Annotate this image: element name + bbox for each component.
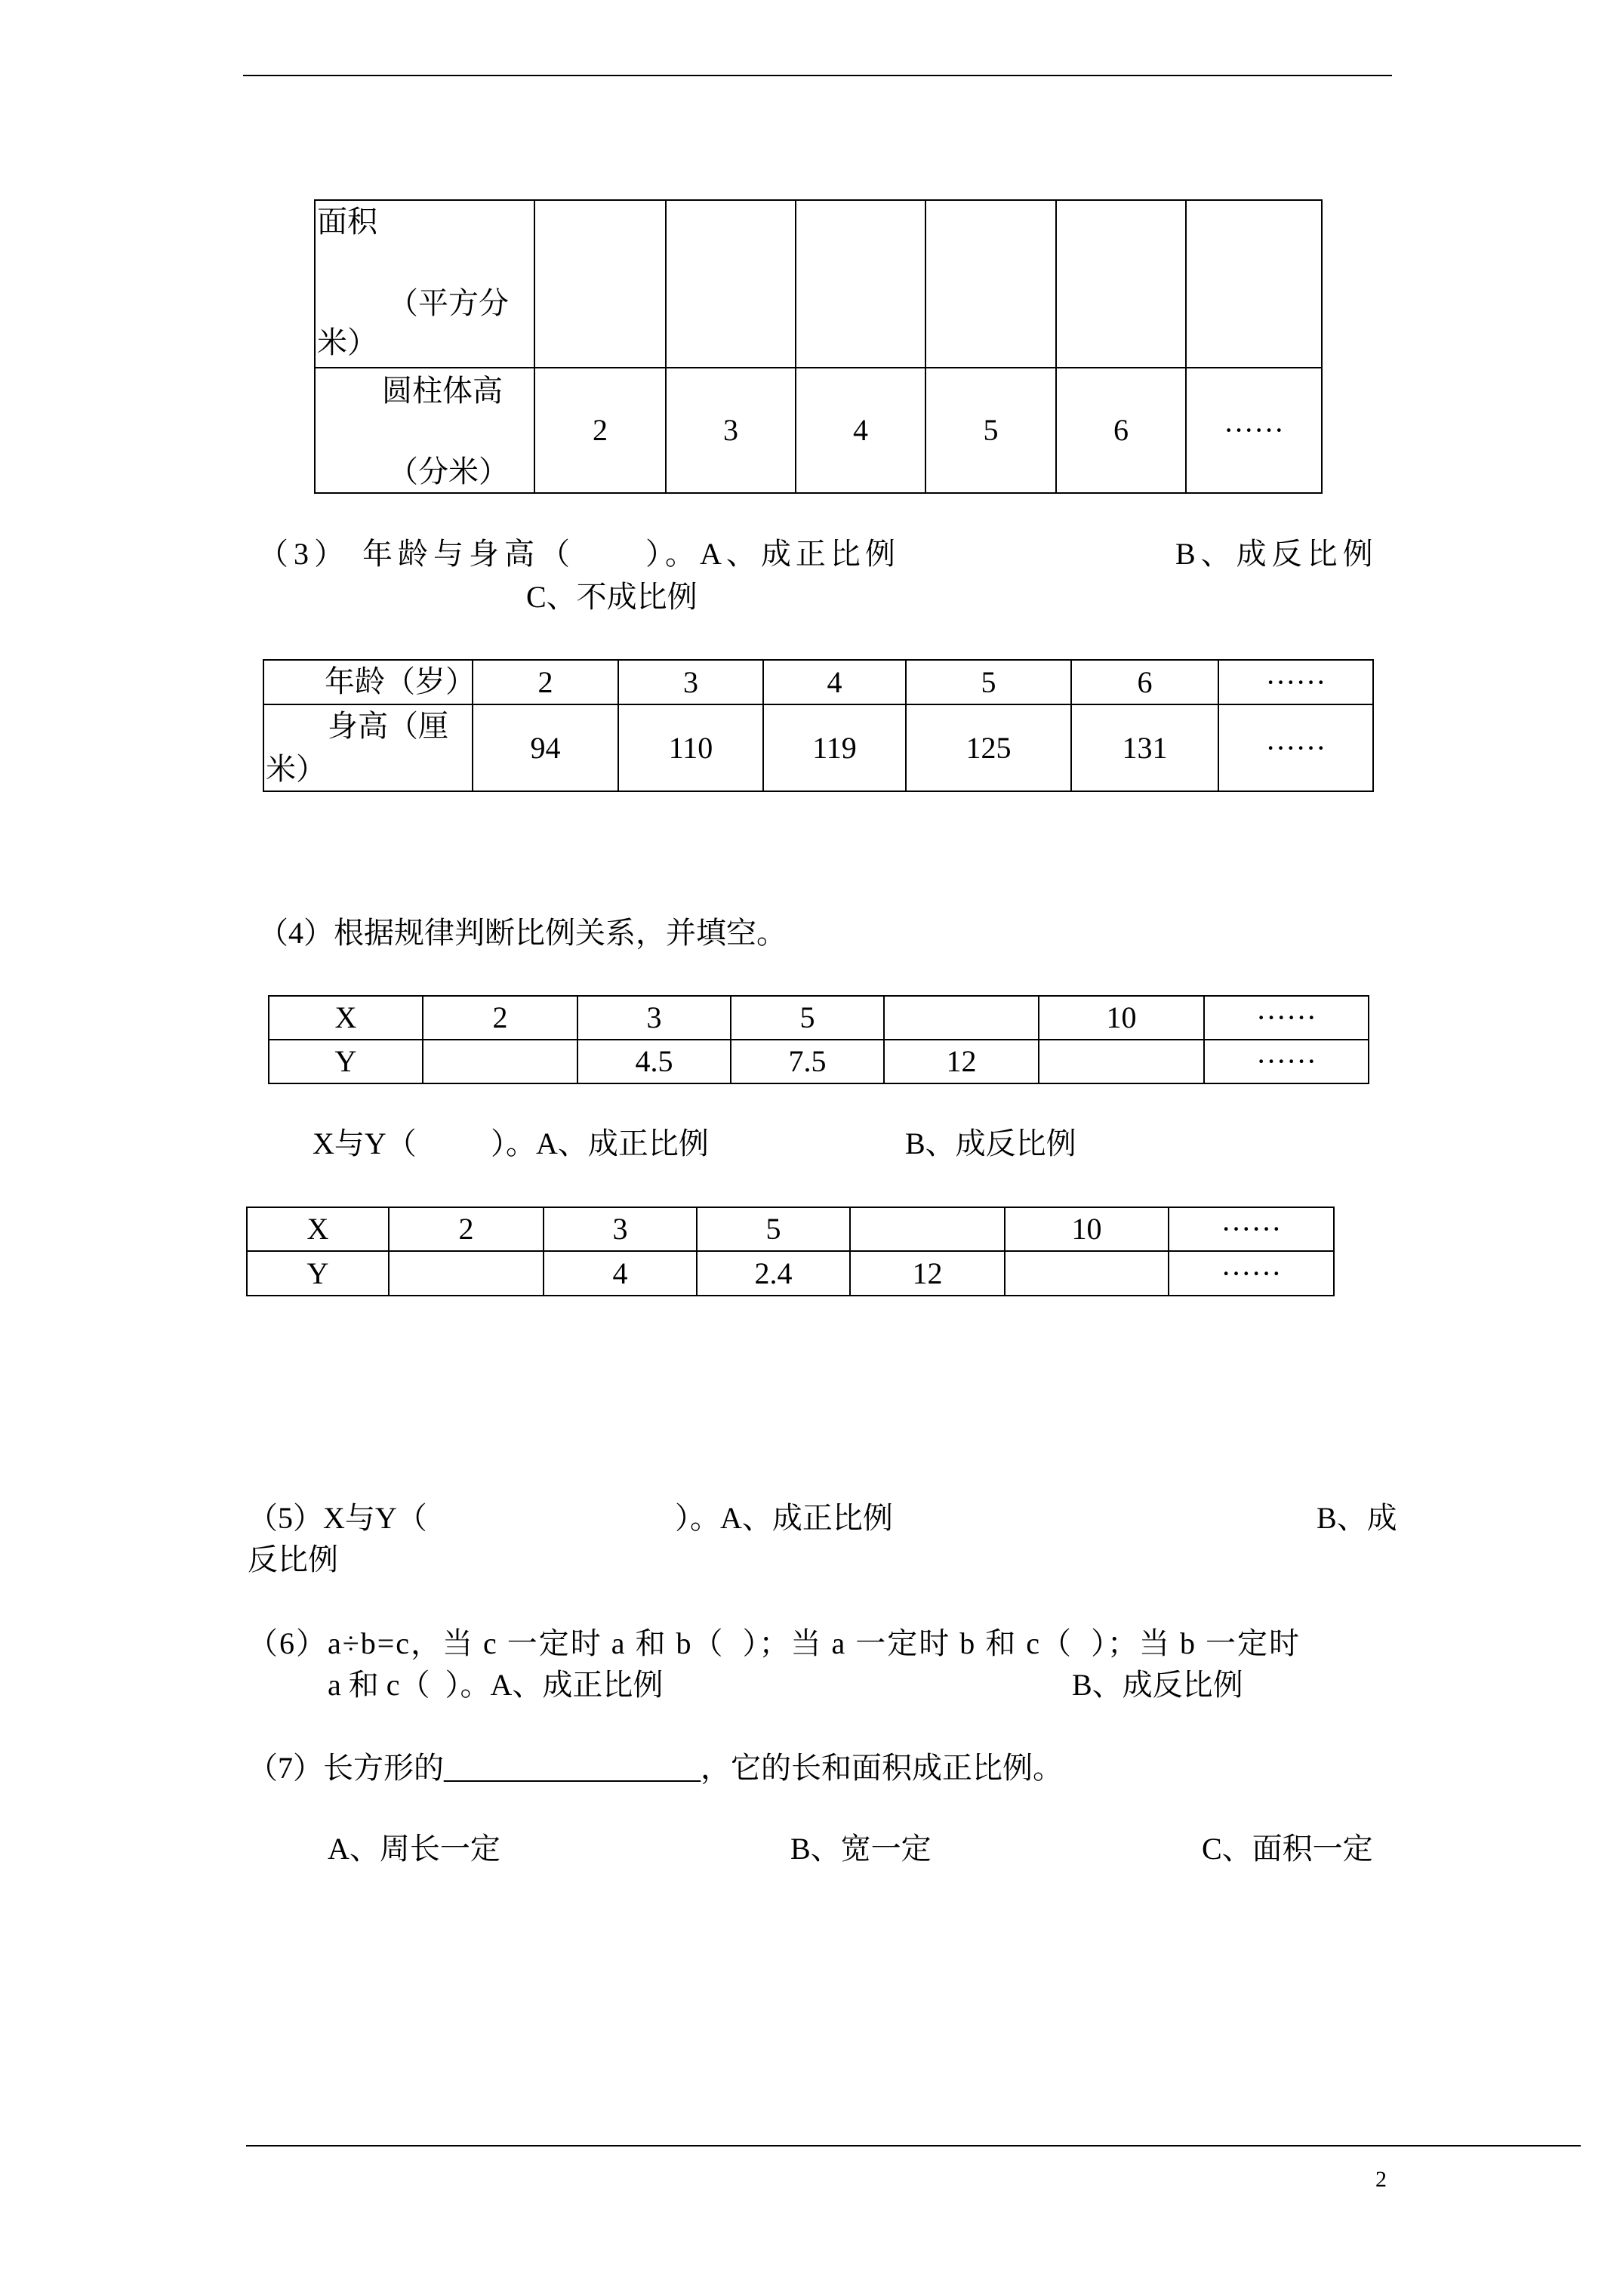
xy-table-a <box>268 995 1369 1084</box>
table-cell: 6 <box>1056 368 1186 493</box>
table-cell: 6 <box>1071 660 1218 704</box>
table-cell: ······ <box>1186 368 1322 493</box>
header-rule <box>243 75 1392 76</box>
blank-cell <box>1039 1040 1204 1083</box>
row-header-y: Y <box>269 1040 423 1083</box>
table-cell: 4.5 <box>577 1040 731 1083</box>
table-cell: 2.4 <box>697 1251 850 1296</box>
q5-option-a: ）。A、成正比例 <box>675 1501 893 1535</box>
table-cell: 2 <box>534 368 666 493</box>
table-cell: 131 <box>1071 704 1218 791</box>
table-cell: 4 <box>796 368 925 493</box>
age-height-table <box>263 659 1374 792</box>
q5-stem: （5）X与Y（ <box>248 1501 427 1535</box>
q7-option-b: B、宽一定 <box>790 1832 932 1866</box>
q6-line-1: （6）a÷b=c，当 c 一定时 a 和 b（ ）；当 a 一定时 b 和 c（ ）；当 b 一定时 <box>248 1626 1301 1660</box>
q7-option-a: A、周长一定 <box>328 1832 500 1866</box>
blank-cell <box>925 200 1056 368</box>
table-row <box>315 368 1322 493</box>
q7-stem: （7）长方形的_________________，它的长和面积成正比例。 <box>248 1751 1063 1785</box>
blank-cell <box>1005 1251 1169 1296</box>
row-header-line: 圆柱体高 <box>382 374 503 408</box>
table-row <box>269 1040 1369 1083</box>
table-cell: 5 <box>906 660 1071 704</box>
row-header-height <box>315 368 534 493</box>
table-cell: 10 <box>1005 1207 1169 1251</box>
table-cell: 2 <box>423 996 577 1040</box>
q4-option-a: ）。A、成正比例 <box>491 1126 709 1160</box>
q3-option-b: B、成反比例 <box>1175 537 1378 571</box>
row-header-body-height <box>263 704 473 791</box>
q7-option-c: C、面积一定 <box>1202 1832 1373 1866</box>
row-header-area <box>315 200 534 368</box>
table-cell: 5 <box>731 996 884 1040</box>
q4-option-b: B、成反比例 <box>905 1126 1076 1160</box>
q6-line-2: a 和 c（ ）。A、成正比例 <box>328 1668 664 1702</box>
table-cell: 110 <box>618 704 763 791</box>
blank-cell <box>666 200 796 368</box>
page-number: 2 <box>1375 2167 1387 2192</box>
blank-cell <box>1056 200 1186 368</box>
row-header-age <box>263 660 476 704</box>
footer-rule <box>246 2145 1581 2147</box>
q6-option-b: B、成反比例 <box>1072 1668 1243 1702</box>
q3-option-c: C、不成比例 <box>526 580 698 614</box>
table-cell: 119 <box>763 704 906 791</box>
table-cell: ······ <box>1204 996 1369 1040</box>
table-cell: 3 <box>544 1207 697 1251</box>
row-header-line: 年龄（岁） <box>325 664 476 698</box>
table-cell: 94 <box>473 704 618 791</box>
table-row <box>247 1207 1334 1251</box>
table-cell: 12 <box>850 1251 1005 1296</box>
row-header-line: 面积 <box>317 205 377 239</box>
table-cell: 5 <box>925 368 1056 493</box>
table-row <box>315 200 1322 368</box>
blank-cell <box>796 200 925 368</box>
table-cell: ······ <box>1169 1251 1334 1296</box>
table-cell: ······ <box>1218 660 1373 704</box>
table-row <box>263 660 1373 704</box>
table-cell: 3 <box>618 660 763 704</box>
q3-stem: （3） 年龄与身高（ <box>258 537 575 571</box>
blank-cell <box>850 1207 1005 1251</box>
xy-table-b <box>246 1207 1335 1296</box>
q5-option-b: B、成 <box>1317 1501 1397 1535</box>
area-height-table <box>314 199 1323 494</box>
row-header-line: （平方分 <box>388 286 509 320</box>
table-cell: 3 <box>666 368 796 493</box>
row-header-line: 米） <box>266 752 326 786</box>
table-cell: 4 <box>763 660 906 704</box>
row-header-x: X <box>269 996 423 1040</box>
table-cell: 2 <box>473 660 618 704</box>
table-cell: 7.5 <box>731 1040 884 1083</box>
table-cell: ······ <box>1169 1207 1334 1251</box>
table-cell: 12 <box>884 1040 1039 1083</box>
blank-cell <box>534 200 666 368</box>
table-cell: ······ <box>1218 704 1373 791</box>
table-cell: 10 <box>1039 996 1204 1040</box>
row-header-x: X <box>247 1207 389 1251</box>
table-row <box>247 1251 1334 1296</box>
table-cell: 2 <box>389 1207 544 1251</box>
table-cell: 5 <box>697 1207 850 1251</box>
table-row <box>263 704 1373 791</box>
blank-cell <box>389 1251 544 1296</box>
q4-stem: X与Y（ <box>313 1126 417 1160</box>
row-header-line: （分米） <box>388 455 509 488</box>
q5-option-b-continued: 反比例 <box>248 1542 338 1576</box>
row-header-line: 身高（厘 <box>328 709 448 743</box>
blank-cell <box>1186 200 1322 368</box>
q3-option-a: ）。A、成正比例 <box>645 537 900 571</box>
table-cell: 4 <box>544 1251 697 1296</box>
table-cell: ······ <box>1204 1040 1369 1083</box>
row-header-y: Y <box>247 1251 389 1296</box>
row-header-line: 米） <box>317 325 377 359</box>
table-row <box>269 996 1369 1040</box>
blank-cell <box>423 1040 577 1083</box>
table-cell: 125 <box>906 704 1071 791</box>
q4-title: （4）根据规律判断比例关系，并填空。 <box>258 916 787 950</box>
blank-cell <box>884 996 1039 1040</box>
table-cell: 3 <box>577 996 731 1040</box>
